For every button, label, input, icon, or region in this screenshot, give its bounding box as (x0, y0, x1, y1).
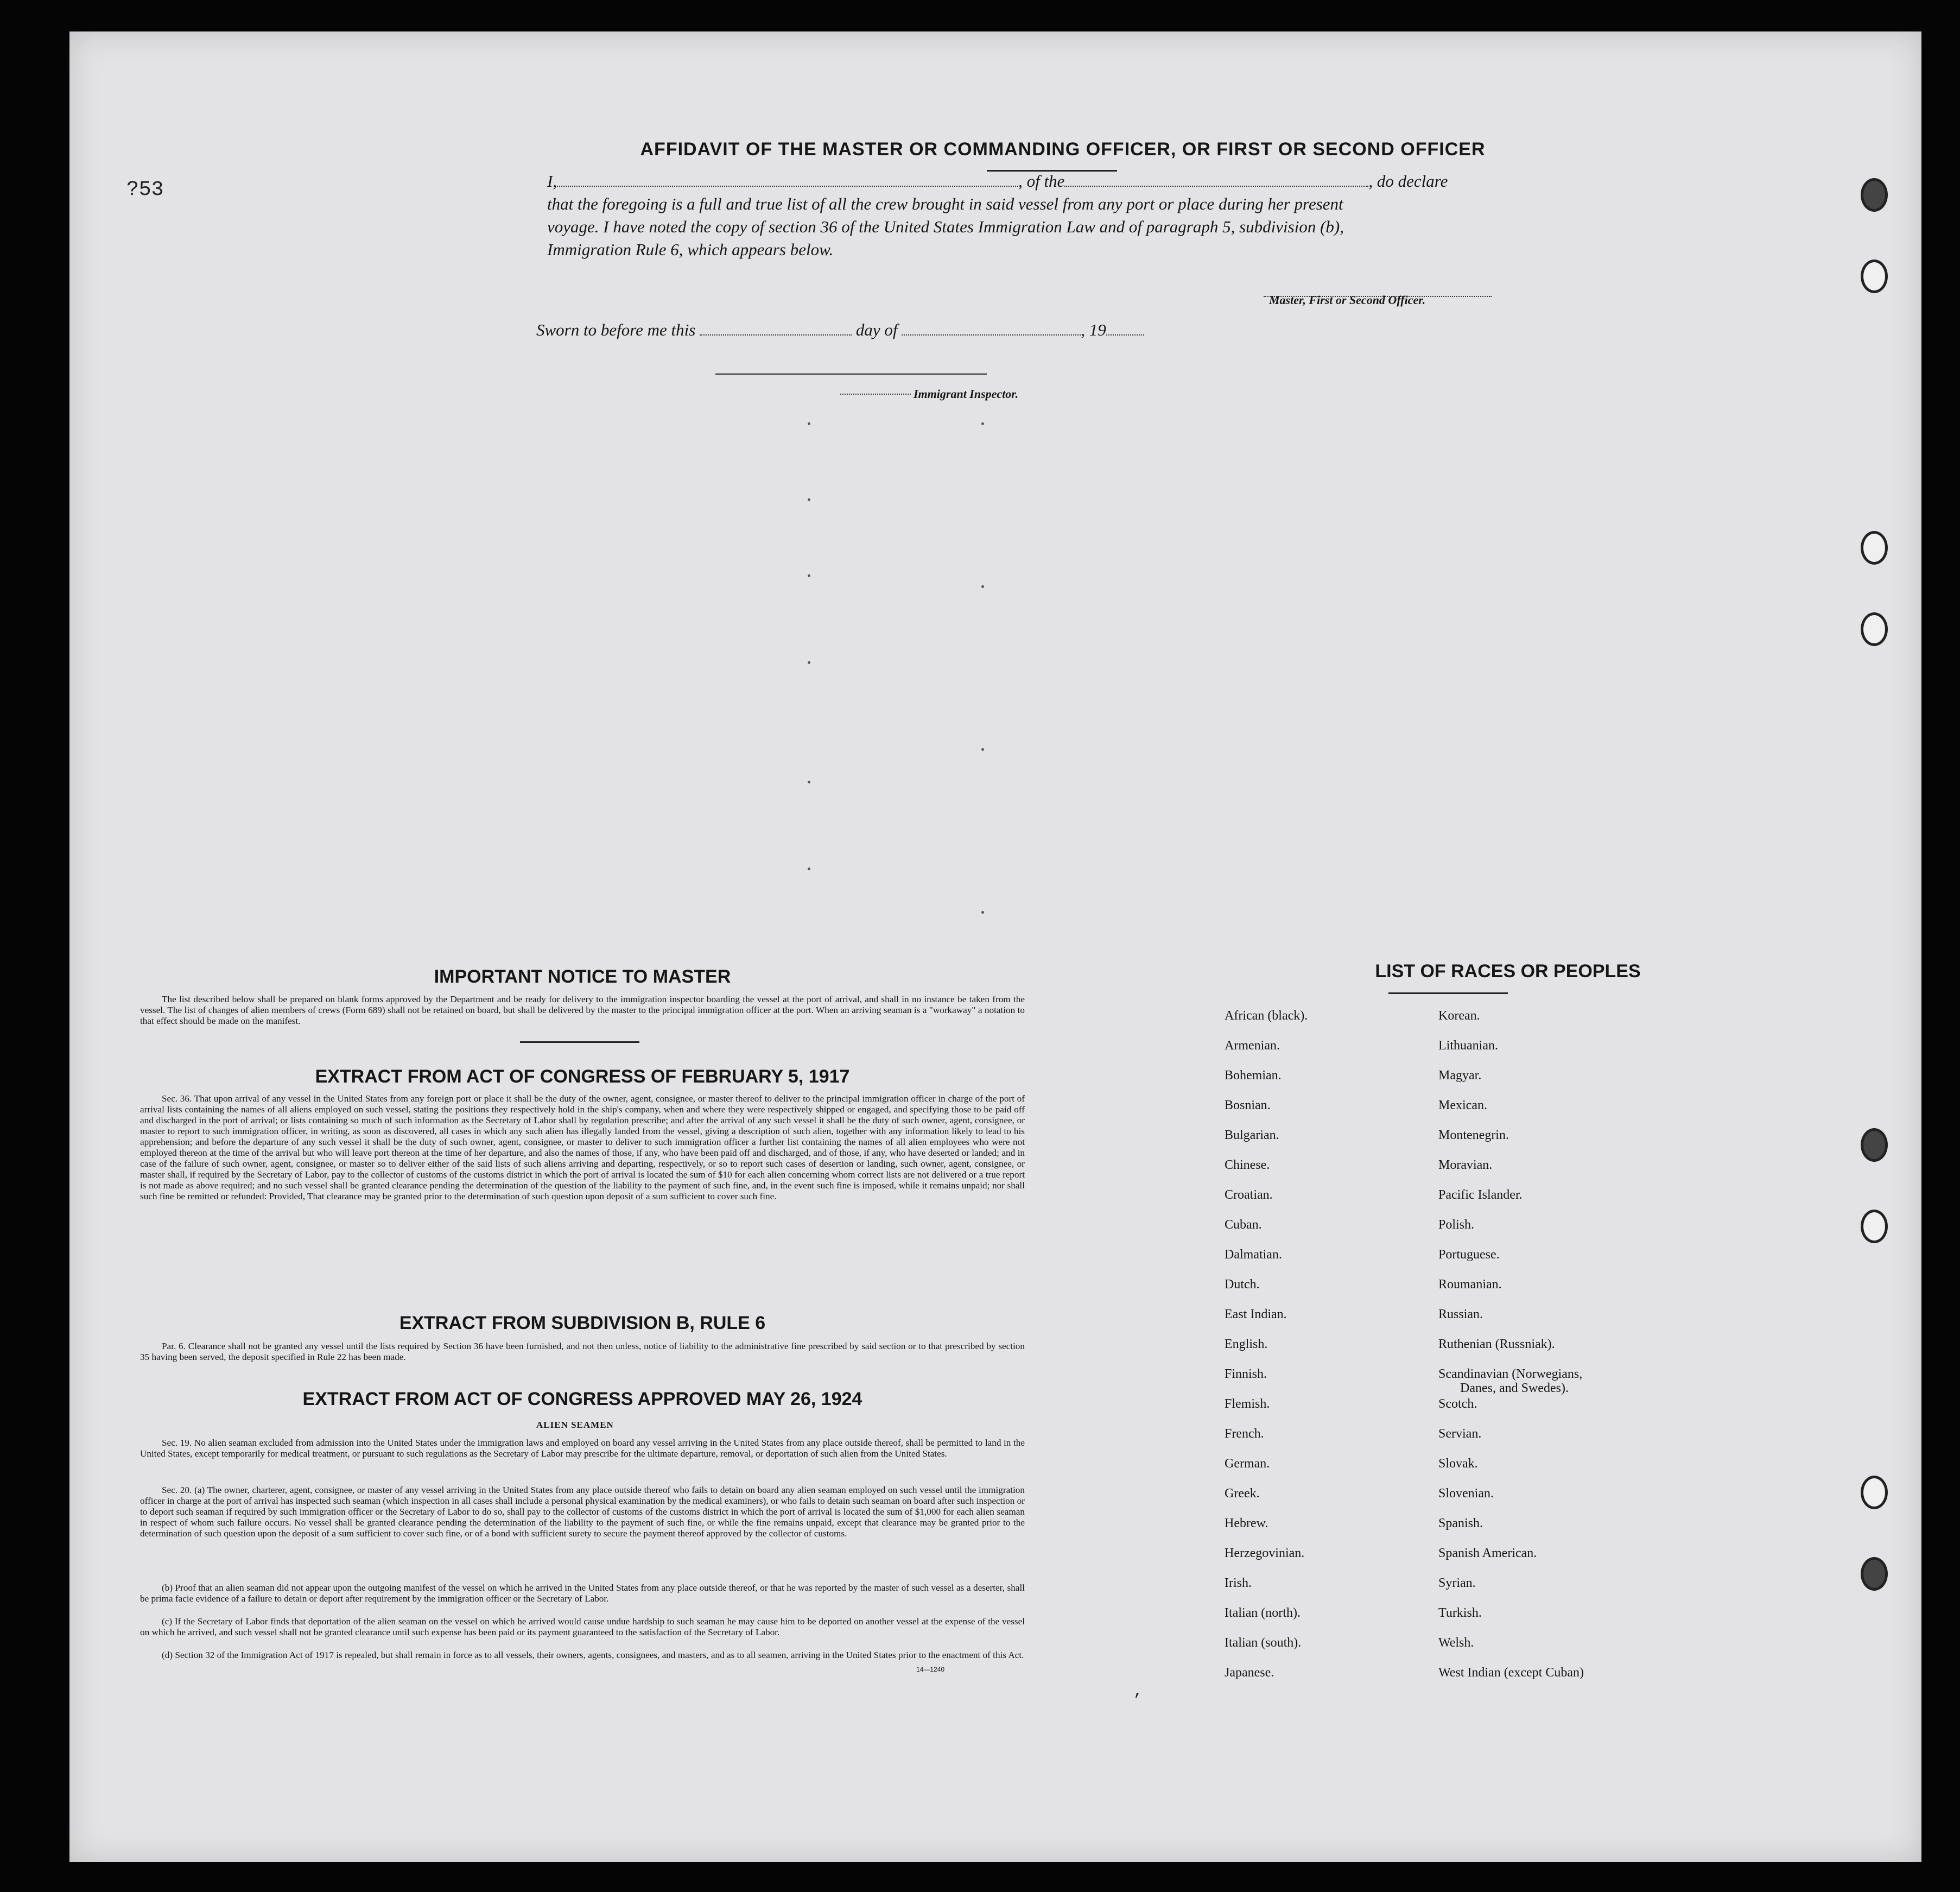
race-item: Lithuanian. (1438, 1039, 1498, 1053)
race-item: Spanish. (1438, 1516, 1483, 1530)
punch-hole (1861, 612, 1888, 646)
race-item: East Indian. (1225, 1307, 1287, 1321)
stray-dot (981, 422, 984, 425)
race-item: Syrian. (1438, 1576, 1476, 1590)
race-item: French. (1225, 1427, 1264, 1441)
document-page (69, 31, 1921, 1862)
races-rule (1388, 992, 1508, 994)
punch-hole (1861, 1210, 1888, 1243)
race-item: Japanese. (1225, 1666, 1274, 1680)
races-left-column (1225, 1009, 1308, 1695)
race-item: Bohemian. (1225, 1068, 1282, 1083)
punch-hole (1861, 531, 1888, 565)
race-item: Chinese. (1225, 1158, 1270, 1172)
race-item: Armenian. (1225, 1039, 1280, 1053)
race-item: Montenegrin. (1438, 1128, 1509, 1142)
affidavit-i: I, (547, 172, 557, 191)
affidavit-line-3: voyage. I have noted the copy of section 36 of the United States Immigration Law and of paragraph 5, subdivision (b), (547, 217, 1344, 236)
punch-hole (1861, 178, 1888, 212)
punch-hole (1861, 1557, 1888, 1591)
race-item: Dutch. (1225, 1277, 1260, 1292)
race-item: African (black). (1225, 1009, 1308, 1023)
race-item: Scotch. (1438, 1397, 1477, 1411)
affidavit-line-4: Immigration Rule 6, which appears below. (547, 240, 834, 259)
stray-dot (808, 498, 810, 501)
race-item: Italian (north). (1225, 1606, 1301, 1620)
inspector-short-line (840, 387, 911, 395)
race-item: Cuban. (1225, 1218, 1262, 1232)
affidavit-line-2: that the foregoing is a full and true list of all the crew brought in said vessel from any port or place during her present (547, 194, 1343, 213)
race-item: Servian. (1438, 1427, 1482, 1441)
affidavit-title: AFFIDAVIT OF THE MASTER OR COMMANDING OFFICER, OR FIRST OR SECOND OFFICER (640, 139, 1486, 160)
race-item: Spanish American. (1438, 1546, 1537, 1560)
inspector-label: Immigrant Inspector. (914, 387, 1019, 401)
race-item: Greek. (1225, 1486, 1260, 1501)
inspector-signature-line[interactable] (715, 374, 987, 375)
race-item: Russian. (1438, 1307, 1483, 1321)
race-item: German. (1225, 1457, 1270, 1471)
bleed-through-text (1492, 113, 1915, 135)
sworn-text: Sworn to before me this (536, 320, 696, 339)
race-item: Italian (south). (1225, 1636, 1302, 1650)
stray-mark: , (1133, 1682, 1144, 1700)
race-item: Irish. (1225, 1576, 1252, 1590)
affidavit-declare: , do declare (1368, 172, 1448, 191)
sworn-month-blank[interactable] (902, 322, 1081, 336)
act1924-sec20b: (b) Proof that an alien seaman did not appear upon the outgoing manifest of the vessel on which he arrived in the United States from any place outside thereof, or that he was reported by the master of such vessel as a deserter, shall be prima facie evidence of a failure to detain or deport after requirement by the immigration officer or the Secretary of Labor. (140, 1583, 1025, 1604)
notice-title: IMPORTANT NOTICE TO MASTER (434, 966, 731, 987)
rule6-body: Par. 6. Clearance shall not be granted any vessel until the lists required by Section 36 have been furnished, and not then unless, notice of liability to the administrative fine prescribed by said section or to that prescribed by section 35 having been served, the deposit specified in Rule 22 has been made. (140, 1341, 1025, 1362)
race-item: Moravian. (1438, 1158, 1493, 1172)
race-item: Finnish. (1225, 1367, 1267, 1381)
race-item: Portuguese. (1438, 1248, 1500, 1262)
race-item: Polish. (1438, 1218, 1475, 1232)
notice-body: The list described below shall be prepared on blank forms approved by the Department and be ready for delivery to the immigration inspector boarding the vessel at the port of arrival, and shall in no instance be taken from the vessel. The list of changes of alien members of crews (Form 689) shall not be retained on board, but shall be delivered by the master to the principal immigration officer at the port. When an arriving seaman is a "workaway" a notation to that effect should be made on the manifest. (140, 994, 1025, 1026)
punch-hole (1861, 1128, 1888, 1162)
race-item: Ruthenian (Russniak). (1438, 1337, 1555, 1351)
stray-dot (981, 748, 984, 751)
race-item: Korean. (1438, 1009, 1480, 1023)
race-item: Hebrew. (1225, 1516, 1268, 1530)
act1924-sec19: Sec. 19. No alien seaman excluded from admission into the United States under the immigration laws and employed on board any vessel arriving in the United States from any place outside thereof, shall be permitted to land in the United States, except temporarily for medical treatment, or pursuant to such regulations as the Secretary of Labor may prescribe for the ultimate departure, removal, or deportation of such alien from the United States. (140, 1438, 1025, 1459)
stray-dot (981, 585, 984, 588)
race-item: Slovenian. (1438, 1486, 1494, 1501)
race-item: Turkish. (1438, 1606, 1482, 1620)
race-item: Bosnian. (1225, 1098, 1271, 1112)
race-item: Bulgarian. (1225, 1128, 1279, 1142)
race-item: Mexican. (1438, 1098, 1487, 1112)
races-right-column (1438, 1009, 1584, 1695)
race-item: Slovak. (1438, 1457, 1478, 1471)
sworn-day-blank[interactable] (700, 322, 852, 336)
day-of-text: day of (855, 320, 898, 339)
act1924-sec20d: (d) Section 32 of the Immigration Act of 1917 is repealed, but shall remain in force as to all vessels, their owners, agents, consignees, and masters, and as to all seamen, arriving in the United States prior to the enactment of this Act. (162, 1650, 1024, 1660)
punch-hole (1861, 1476, 1888, 1509)
name-blank[interactable] (557, 174, 1018, 187)
act1924-subtitle: ALIEN SEAMEN (536, 1420, 614, 1430)
stray-dot (808, 661, 810, 664)
year-prefix: , 19 (1081, 320, 1106, 339)
race-item: Croatian. (1225, 1188, 1273, 1202)
stray-dot (808, 781, 810, 783)
race-item: Flemish. (1225, 1397, 1270, 1411)
act1924-sec20c: (c) If the Secretary of Labor finds that deportation of the alien seaman on the vessel on which he arrived would cause undue hardship to such seaman he may cause him to be deported on another vessel at the expense of the vessel on which he arrived, and such vessel shall not be granted clearance until such expense has been paid or its payment guaranteed to the satisfaction of the Secretary of Labor. (140, 1616, 1025, 1637)
race-item: Welsh. (1438, 1636, 1474, 1650)
margin-stamp: ?53 (126, 178, 164, 201)
form-number: 14—1240 (916, 1666, 945, 1673)
rule6-title: EXTRACT FROM SUBDIVISION B, RULE 6 (399, 1313, 766, 1333)
stray-dot (808, 574, 810, 577)
race-item: Scandinavian (Norwegians, Danes, and Swedes). (1438, 1367, 1583, 1395)
races-title: LIST OF RACES OR PEOPLES (1375, 961, 1641, 982)
act1924-sec20a: Sec. 20. (a) The owner, charterer, agent, consignee, or master of any vessel arriving in the United States from any place outside thereof who fails to detain on board any alien seaman employed on such vessel until the immigration officer in charge at the port of arrival has inspected such seaman (which inspection in all cases shall include a personal physical examination by the medical examiners), or who fails to detain such seaman on board after such inspection or to deport such seaman if required by such immigration officer or the Secretary of Labor to do so, shall pay to the collector of customs of the customs district in which the port of arrival is located the sum of $1,000 for each alien seaman in respect of whom such failure occurs. No vessel shall be granted clearance pending the determination of the liability to the payment of such fine, or while the fine remains unpaid, except that clearance may be granted prior to the determination of such question upon the deposit of a sum sufficient to cover such fine, or of a bond with sufficient surety to secure the payment thereof approved by the collector of customs. (140, 1485, 1025, 1539)
vessel-blank[interactable] (1064, 174, 1368, 187)
race-item: West Indian (except Cuban) (1438, 1666, 1584, 1680)
race-item: Magyar. (1438, 1068, 1482, 1083)
act1924-title: EXTRACT FROM ACT OF CONGRESS APPROVED MAY 26, 1924 (302, 1389, 862, 1409)
stray-dot (808, 868, 810, 870)
punch-hole (1861, 260, 1888, 293)
stray-dot (981, 911, 984, 914)
affidavit-line-1 (547, 172, 1578, 191)
race-item: Pacific Islander. (1438, 1188, 1523, 1202)
master-signature-label: Master, First or Second Officer. (1269, 293, 1426, 307)
notice-rule (520, 1041, 639, 1043)
sworn-line (536, 320, 1568, 340)
act1917-title: EXTRACT FROM ACT OF CONGRESS OF FEBRUARY 5, 1917 (315, 1066, 850, 1087)
race-item: Dalmatian. (1225, 1248, 1282, 1262)
race-item: Herzegovinian. (1225, 1546, 1305, 1560)
sworn-year-blank[interactable] (1106, 322, 1144, 336)
affidavit-of-the: , of the (1018, 172, 1065, 191)
race-item: Roumanian. (1438, 1277, 1502, 1292)
stray-dot (808, 422, 810, 425)
race-item: English. (1225, 1337, 1268, 1351)
act1917-body: Sec. 36. That upon arrival of any vessel in the United States from any foreign port or place it shall be the duty of the owner, agent, consignee, or master thereof to deliver to the principal immigration officer in charge of the port of arrival lists containing the names of all aliens employed on such vessel, stating the positions they respectively hold in the ship's company, when and where they were respectively shipped or engaged, and specifying those to be paid off and discharged in the port of arrival; or lists containing so much of such information as the Secretary of Labor shall by regulation prescribe; and after the arrival of any such vessel it shall be the duty of such owner, agent, consignee, or master to report to such immigration officer, in writing, as soon as discovered, all cases in which any such alien has illegally landed from the vessel, giving a description of such alien, together with any information likely to lead to his apprehension; and before the departure of any such vessel it shall be the duty of such owner, agent, consignee, or master to deliver to such immigration officer a further list containing the names of all alien employees who were not employed thereon at the time of the arrival but who will leave port thereon at the time of her departure, and also the names of those, if any, who have been paid off and discharged, and of those, if any, who have deserted or landed; and in case of the failure of such owner, agent, consignee, or master so to deliver either of the said lists of such aliens arriving and departing, respectively, or so to report such cases of desertion or landing, such owner, agent, consignee, or master shall, if required by the Secretary of Labor, pay to the collector of customs of the customs district in which the port of arrival is located the sum of $10 for each alien concerning whom correct lists are not delivered or a true report is not made as above required; and no such vessel shall be granted clearance pending the determination of the question of the liability to the payment of such fine, and, in the event such fine is imposed, while it remains unpaid; nor shall such fine be remitted or refunded: Provided, That clearance may be granted prior to the determination of such question upon deposit of a sum sufficient to cover such fine. (140, 1093, 1025, 1201)
